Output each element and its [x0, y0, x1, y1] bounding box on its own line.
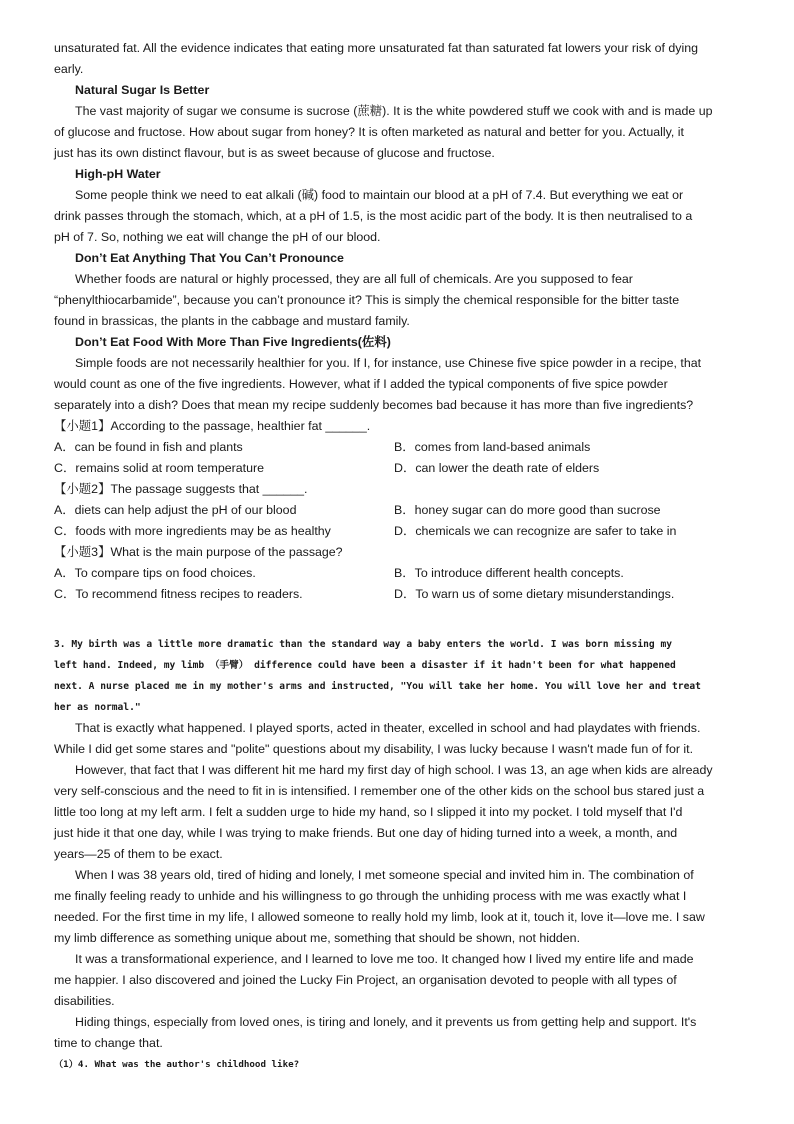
text-line: Some people think we need to eat alkali (碱) food to maintain our blood at a pH of 7.4. But everything we eat or — [75, 188, 684, 202]
text-line: my limb difference as something unique about me, something that should be shown, not hidden. — [54, 931, 581, 945]
text-line: Simple foods are not necessarily healthier for you. If I, for instance, use Chinese five spice powder in a recipe, that — [75, 356, 702, 370]
text-line: next. A nurse placed me in my mother's arms and instructed, "You will take her home. You will love her and treat — [54, 681, 701, 692]
text-line: very self-conscious and the need to fit in is intensified. I remember one of the other kids on the school bus stared just a — [54, 784, 705, 798]
option-c: C．To recommend fitness recipes to readers. — [54, 587, 303, 601]
option-row — [54, 500, 744, 521]
text-line: While I did get some stares and "polite" questions about my disability, I was lucky because I wasn't made fun of for it. — [54, 742, 694, 756]
text-line: When I was 38 years old, tired of hiding and lonely, I met someone special and invited him in. The combination of — [75, 868, 694, 882]
text-line: just has its own distinct flavour, but is as sweet because of glucose and fructose. — [54, 146, 495, 160]
text-line: me happier. I also discovered and joined the Lucky Fin Project, an organisation devoted to people with all types of — [54, 973, 677, 987]
option-c: C．foods with more ingredients may be as healthy — [54, 524, 331, 538]
text-line: me finally feeling ready to unhide and his willingness to go through the unhiding process with me was exactly what I — [54, 889, 687, 903]
text-line: unsaturated fat. All the evidence indicates that eating more unsaturated fat than saturated fat lowers your risk of dying — [54, 41, 699, 55]
option-row — [54, 563, 744, 584]
text-line: The vast majority of sugar we consume is sucrose (蔗糖). It is the white powdered stuff we cook with and is made up — [75, 104, 713, 118]
question-stem: 【小题3】What is the main purpose of the passage? — [54, 545, 343, 559]
text-line: However, that fact that I was different hit me hard my first day of high school. I was 13, an age when kids are already — [75, 763, 713, 777]
question-stem: 【小题2】The passage suggests that ______. — [54, 482, 308, 496]
text-line: Hiding things, especially from loved ones, is tiring and lonely, and it prevents us from getting help and support. It's — [75, 1015, 697, 1029]
passage-3-body — [54, 718, 744, 1054]
text-line: It was a transformational experience, and I learned to love me too. It changed how I lived my entire life and made — [75, 952, 694, 966]
text-line: years—25 of them to be exact. — [54, 847, 223, 861]
text-line: pH of 7. So, nothing we eat will change the pH of our blood. — [54, 230, 381, 244]
section-heading: Don’t Eat Anything That You Can’t Pronounce — [75, 251, 344, 265]
option-row — [54, 584, 744, 605]
text-line: drink passes through the stomach, which, at a pH of 1.5, is the most acidic part of the body. It is then neutralised to a — [54, 209, 693, 223]
option-a: A．can be found in fish and plants — [54, 440, 243, 454]
option-a: A．diets can help adjust the pH of our blood — [54, 503, 297, 517]
option-a: A．To compare tips on food choices. — [54, 566, 256, 580]
section-heading: Don’t Eat Food With More Than Five Ingredients(佐料) — [75, 335, 391, 349]
passage-2 — [54, 38, 744, 605]
text-line: would count as one of the five ingredients. However, what if I added the typical components of five spice powder — [54, 377, 668, 391]
passage-3-question — [54, 1054, 744, 1075]
option-c: C．remains solid at room temperature — [54, 461, 265, 475]
text-line: “phenylthiocarbamide”, because you can’t pronounce it? This is simply the chemical responsible for the bitter taste — [54, 293, 680, 307]
option-d: D．can lower the death rate of elders — [394, 461, 600, 475]
text-line: Whether foods are natural or highly processed, they are all full of chemicals. Are you supposed to fear — [75, 272, 633, 286]
option-b: B．comes from land-based animals — [394, 440, 591, 454]
text-line: just hide it that one day, while I was trying to make friends. But one day of hiding turned into a week, a month, and — [54, 826, 678, 840]
text-line: 3. My birth was a little more dramatic than the standard way a baby enters the world. I was born missing my — [54, 639, 673, 650]
text-line: found in brassicas, the plants in the cabbage and mustard family. — [54, 314, 410, 328]
section-heading: High-pH Water — [75, 167, 161, 181]
text-line: separately into a dish? Does that mean my recipe suddenly becomes bad because it has more than five ingredients? — [54, 398, 694, 412]
text-line: time to change that. — [54, 1036, 163, 1050]
passage-3-intro — [54, 634, 744, 718]
text-line: early. — [54, 62, 84, 76]
option-d: D．To warn us of some dietary misunderstandings. — [394, 587, 675, 601]
text-line: That is exactly what happened. I played sports, acted in theater, excelled in school and had playdates with friends. — [75, 721, 701, 735]
question-stem: 【小题1】According to the passage, healthier fat ______. — [54, 419, 371, 433]
option-b: B．To introduce different health concepts. — [394, 566, 624, 580]
section-heading: Natural Sugar Is Better — [75, 83, 210, 97]
text-line: her as normal." — [54, 702, 141, 713]
text-line: needed. For the first time in my life, I allowed someone to really hold my limb, look at it, touch it, love it—love me. I saw — [54, 910, 705, 924]
option-b: B．honey sugar can do more good than sucrose — [394, 503, 661, 517]
text-line: left hand. Indeed, my limb （手臂） difference could have been a disaster if it hadn't been for what happened — [54, 660, 676, 671]
option-row — [54, 458, 744, 479]
option-row — [54, 437, 744, 458]
option-row — [54, 521, 744, 542]
text-line: disabilities. — [54, 994, 115, 1008]
text-line: little too long at my left arm. I felt a sudden urge to hide my hand, so I slipped it into my pocket. I told myself that I'd — [54, 805, 683, 819]
option-d: D．chemicals we can recognize are safer to take in — [394, 524, 677, 538]
text-line: of glucose and fructose. How about sugar from honey? It is often marketed as natural and better for you. Actually, it — [54, 125, 684, 139]
question-stem: （1）4. What was the author's childhood like? — [54, 1059, 300, 1070]
